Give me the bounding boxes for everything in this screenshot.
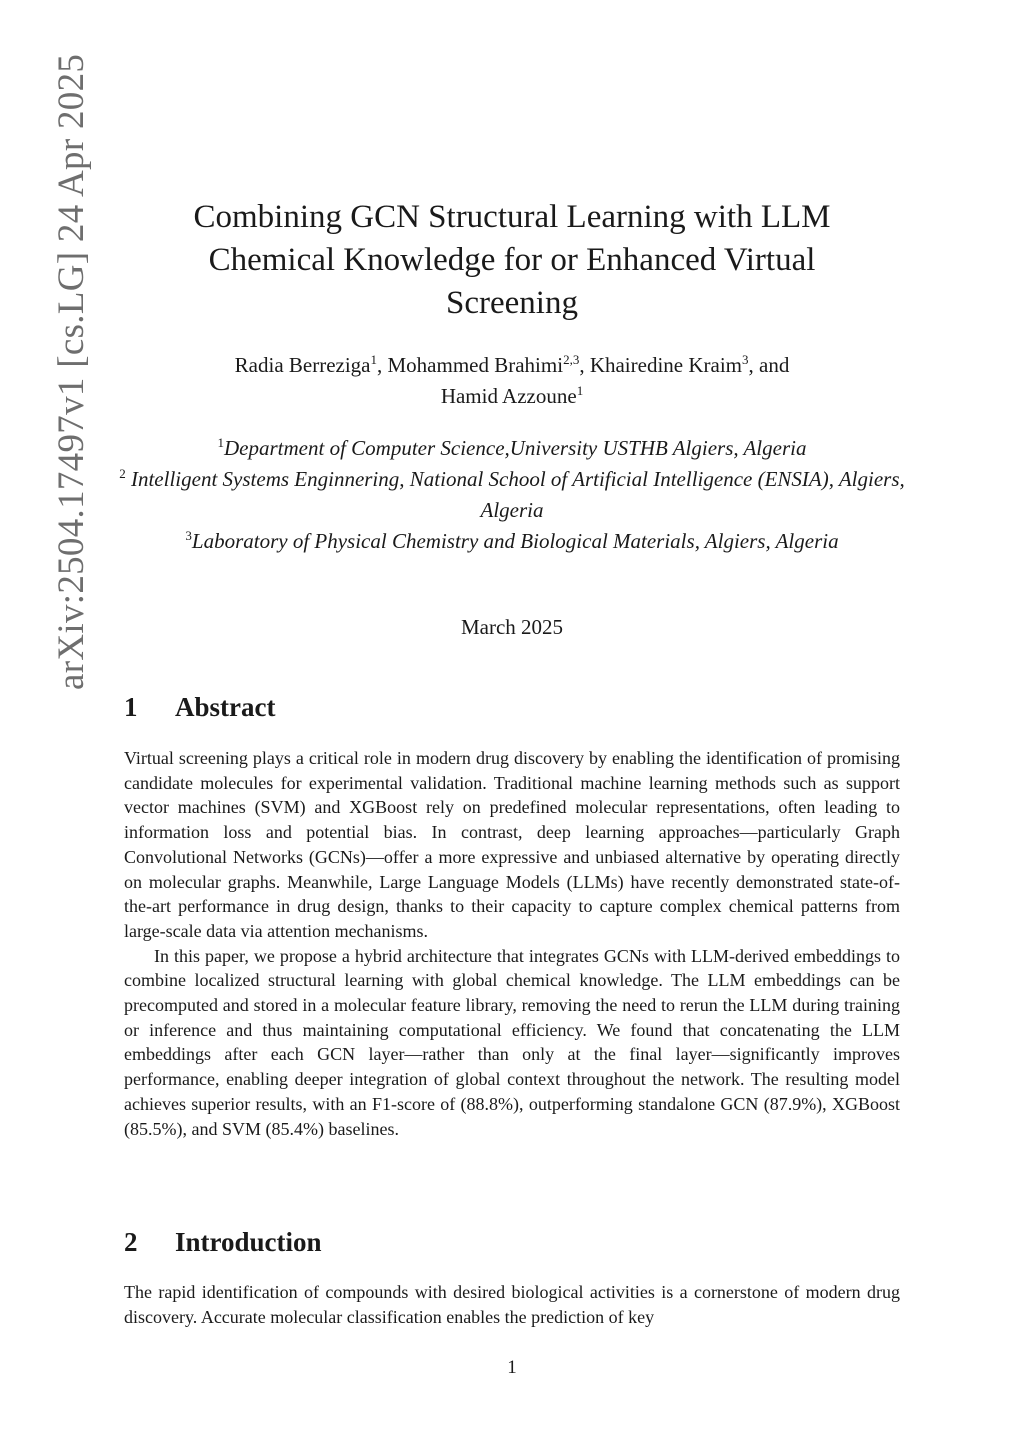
author-affiliation-marker: 2,3 [563, 352, 580, 367]
introduction-paragraph: The rapid identification of compounds with desired biological activities is a cornerstone of modern drug discovery. Accurate molecular classification enables the prediction of key [124, 1282, 900, 1327]
author-list: Radia Berreziga$^1$, Mohammed Brahimi$^{2,3}$, Khairedine Kraim$^3$, and Hamid Azzoune$^1$ [234, 352, 790, 408]
affiliation-marker: 3 [185, 528, 192, 543]
author-name: Radia Berreziga [234, 353, 371, 377]
section-title: Introduction [175, 1227, 322, 1257]
affiliation-item [118, 526, 906, 557]
author-conjunction: and [759, 353, 790, 377]
section-title: Abstract [175, 692, 276, 722]
section-heading-introduction [124, 1227, 322, 1258]
affiliation-list [118, 433, 906, 557]
abstract-body [124, 746, 900, 1141]
affiliation-text: Intelligent Systems Enginnering, National School of Artificial Intelligence (ENSIA), Algiers, Algeria [130, 467, 905, 522]
paper-title: Combining GCN Structural Learning with LLM Chemical Knowledge for or Enhanced Virtual Screening [193, 199, 831, 321]
section-heading-abstract [124, 692, 275, 723]
affiliation-text: Department of Computer Science,University USTHB Algiers, Algeria [224, 436, 807, 460]
author-name: Mohammed Brahimi [387, 353, 564, 377]
author-name: Hamid Azzoune [440, 384, 577, 408]
arxiv-identifier-stamp: arXiv:2504.17497v1 [cs.LG] 24 Apr 2025 [51, 53, 92, 690]
affiliation-marker: 1 [217, 435, 224, 450]
abstract-paragraph: In this paper, we propose a hybrid architecture that integrates GCNs with LLM-derived embeddings to combine localized structural learning with global chemical knowledge. The LLM embeddings can be precomputed and stored in a molecular feature library, removing the need to rerun the LLM during training or inference and thus maintaining computational efficiency. We found that concatenating the LLM embeddings after each GCN layer—rather than only at the final layer—significantly improves performance, enabling deeper integration of global context throughout the network. The resulting model achieves superior results, with an F1-score of (88.8%), outperforming standalone GCN (87.9%), XGBoost (85.5%), and SVM (85.4%) baselines. [124, 945, 900, 1139]
section-number: 2 [124, 1227, 138, 1257]
section-number: 1 [124, 692, 138, 722]
affiliation-item [118, 464, 906, 526]
author-affiliation-marker: 1 [370, 352, 377, 367]
publication-date: March 2025 [460, 615, 564, 639]
introduction-body [124, 1280, 900, 1329]
affiliation-marker: 2 [119, 466, 126, 481]
author-name: Khairedine Kraim [589, 353, 743, 377]
author-affiliation-marker: 1 [576, 383, 584, 398]
abstract-paragraph: Virtual screening plays a critical role in modern drug discovery by enabling the identification of promising candidate molecules for experimental validation. Traditional machine learning methods such as support vector machines (SVM) and XGBoost rely on predefined molecular representations, often leading to information loss and potential bias. In contrast, deep learning approaches—particularly Graph Convolutional Networks (GCNs)—offer a more expressive and unbiased alternative by operating directly on molecular graphs. Meanwhile, Large Language Models (LLMs) have recently demonstrated state-of-the-art performance in drug design, thanks to their capacity to capture complex chemical patterns from large-scale data via attention mechanisms. [124, 748, 900, 941]
author-affiliation-marker: 3 [742, 352, 749, 367]
affiliation-text: Laboratory of Physical Chemistry and Biological Materials, Algiers, Algeria [191, 529, 839, 553]
affiliation-item [118, 433, 906, 464]
page-number: 1 [507, 1357, 517, 1378]
